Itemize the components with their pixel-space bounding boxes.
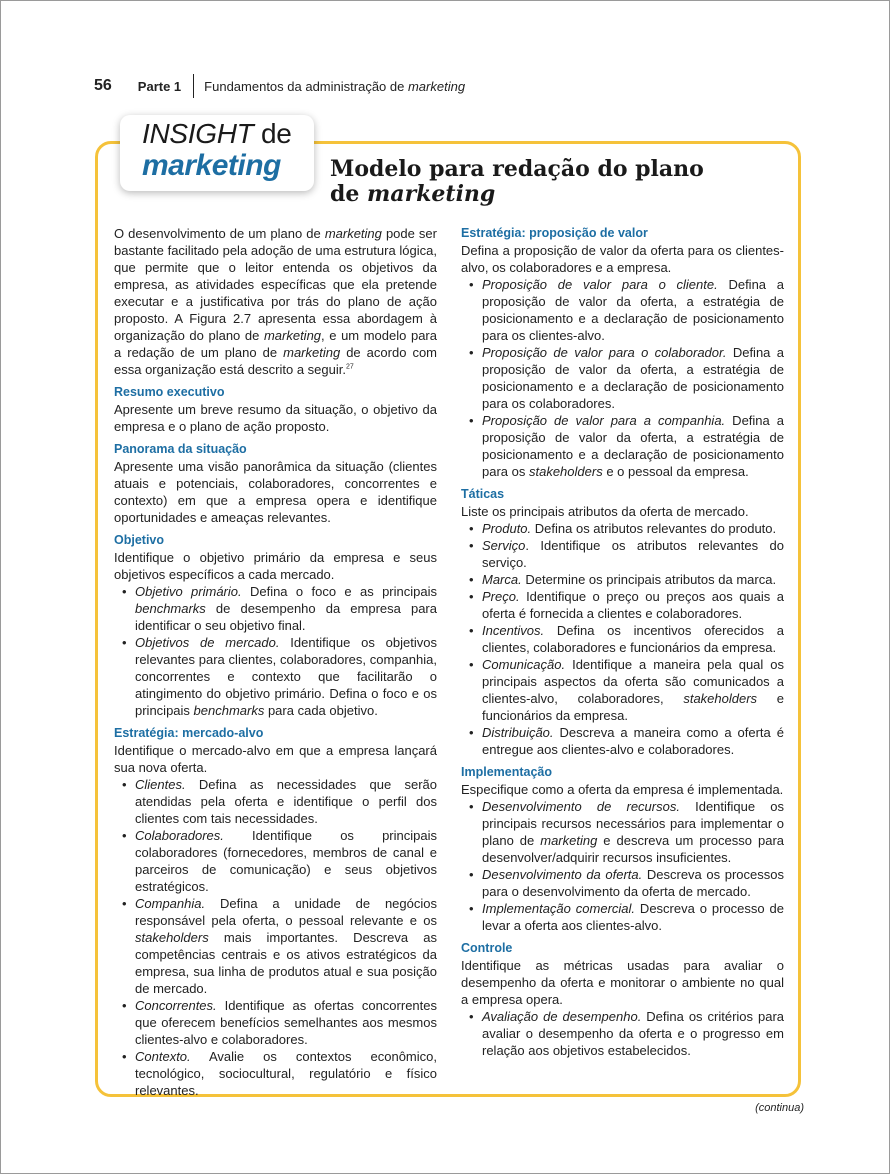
list-item: • Companhia. Defina a unidade de negócios responsável pela oferta, o pessoal relevante e os stakeholders mais importantes. Descreva as competências centrais e os ativos estratégicos da empresa, sua linha de produtos atual e sua posição de mercado. bbox=[114, 895, 437, 997]
list-item: • Produto. Defina os atributos relevantes do produto. bbox=[461, 520, 784, 537]
list-item: • Implementação comercial. Descreva o processo de levar a oferta aos clientes-alvo. bbox=[461, 900, 784, 934]
section-text: Identifique as métricas usadas para avaliar o desempenho da oferta e monitorar o ambiente no qual a empresa opera. bbox=[461, 958, 784, 1007]
section-panorama bbox=[114, 441, 437, 526]
list-item: • Incentivos. Defina os incentivos oferecidos a clientes, colaboradores e funcionários da empresa. bbox=[461, 622, 784, 656]
section-text: Apresente uma visão panorâmica da situação (clientes atuais e potenciais, colaboradores, concorrentes e contexto) em que a empresa opera e identifique oportunidades e ameaças relevantes. bbox=[114, 459, 437, 525]
section-resumo bbox=[114, 384, 437, 435]
insight-badge bbox=[120, 115, 314, 191]
section-text: Identifique o objetivo primário da empresa e seus objetivos específicos a cada mercado. bbox=[114, 550, 437, 582]
footnote-marker: 27 bbox=[345, 363, 354, 371]
section-heading: Implementação bbox=[461, 765, 553, 779]
section-heading: Resumo executivo bbox=[114, 385, 225, 399]
list-item: • Proposição de valor para o cliente. Defina a proposição de valor da oferta, a estratégia de posicionamento e a declaração de posicionamento para os clientes-alvo. bbox=[461, 276, 784, 344]
section-heading: Estratégia: proposição de valor bbox=[461, 226, 648, 240]
section-objetivo bbox=[114, 532, 437, 719]
section-heading: Táticas bbox=[461, 487, 505, 501]
bullet-list bbox=[461, 798, 784, 934]
continued-note: (continua) bbox=[755, 1102, 804, 1114]
list-item: • Proposição de valor para a companhia. Defina a proposição de valor da oferta, a estratégia de posicionamento e a declaração de posicionamento para os stakeholders e o pessoal da empresa. bbox=[461, 412, 784, 480]
list-item: • Serviço. Identifique os atributos relevantes do serviço. bbox=[461, 537, 784, 571]
list-item: • Desenvolvimento de recursos. Identifique os principais recursos necessários para implementar o plano de marketing e descreva um processo para desenvolver/adquirir recursos insuficientes. bbox=[461, 798, 784, 866]
badge-line-2: marketing bbox=[142, 149, 281, 182]
list-item: • Distribuição. Descreva a maneira como a oferta é entregue aos clientes-alvo e colaboradores. bbox=[461, 724, 784, 758]
badge-line-1: INSIGHT de bbox=[142, 118, 292, 149]
page-number: 56 bbox=[94, 77, 112, 94]
header-divider bbox=[193, 74, 194, 98]
bullet-list bbox=[461, 276, 784, 480]
right-column bbox=[461, 225, 784, 1059]
bullet-list bbox=[114, 776, 437, 1099]
list-item: • Objetivo primário. Defina o foco e as principais benchmarks de desempenho da empresa para identificar o seu objetivo final. bbox=[114, 583, 437, 634]
list-item: • Proposição de valor para o colaborador. Defina a proposição de valor da oferta, a estratégia de posicionamento e a declaração de posicionamento para os colaboradores. bbox=[461, 344, 784, 412]
section-heading: Panorama da situação bbox=[114, 442, 247, 456]
chapter-title: Fundamentos da administração de marketing bbox=[204, 78, 466, 94]
section-heading: Objetivo bbox=[114, 533, 165, 547]
bullet-list bbox=[114, 583, 437, 719]
list-item: • Desenvolvimento da oferta. Descreva os processos para o desenvolvimento da oferta de mercado. bbox=[461, 866, 784, 900]
part-label: Parte 1 bbox=[137, 78, 182, 94]
bullet-list bbox=[461, 1008, 784, 1059]
list-item: • Concorrentes. Identifique as ofertas concorrentes que oferecem benefícios semelhantes aos mesmos clientes-alvo e colaboradores. bbox=[114, 997, 437, 1048]
intro-paragraph: O desenvolvimento de um plano de marketing pode ser bastante facilitado pela adoção de uma estrutura lógica, que permite que o leitor entenda os objetivos da empresa, as atividades específicas que ela pretende executar e a justificativa por trás do plano de ação proposto. A Figura 2.7 apresenta essa abordagem à organização do plano de marketing, e um modelo para a redação de um plano de marketing de acordo com essa organização está descrito a seguir.$^{27}$ bbox=[114, 226, 438, 377]
section-controle bbox=[461, 940, 784, 1059]
running-header bbox=[94, 74, 465, 98]
section-text: Apresente um breve resumo da situação, o objetivo da empresa e o plano de ação proposto. bbox=[114, 402, 437, 434]
section-implementacao bbox=[461, 764, 784, 934]
list-item: • Objetivos de mercado. Identifique os objetivos relevantes para clientes, colaboradores, companhia, concorrentes e contexto que facilitarão o atingimento do objetivo primário. Defina o foco e os principais benchmarks para cada objetivo. bbox=[114, 634, 437, 719]
list-item: • Marca. Determine os principais atributos da marca. bbox=[461, 571, 784, 588]
list-item: • Contexto. Avalie os contextos econômico, tecnológico, sociocultural, regulatório e físico relevantes. bbox=[114, 1048, 437, 1099]
section-proposicao bbox=[461, 225, 784, 480]
left-column bbox=[114, 225, 437, 1099]
list-item: • Preço. Identifique o preço ou preços aos quais a oferta é fornecida a clientes e colaboradores. bbox=[461, 588, 784, 622]
section-taticas bbox=[461, 486, 784, 758]
bullet-list bbox=[461, 520, 784, 758]
section-text: Liste os principais atributos da oferta de mercado. bbox=[461, 504, 749, 519]
section-text: Especifique como a oferta da empresa é implementada. bbox=[461, 782, 784, 797]
section-heading: Controle bbox=[461, 941, 513, 955]
section-text: Defina a proposição de valor da oferta para os clientes-alvo, os colaboradores e a empresa. bbox=[461, 243, 784, 275]
box-title: Modelo para redação do plano de marketing bbox=[330, 156, 704, 207]
section-heading: Estratégia: mercado-alvo bbox=[114, 726, 264, 740]
list-item: • Colaboradores. Identifique os principais colaboradores (fornecedores, membros de canal e parceiros de comunicação) e seus objetivos estratégicos. bbox=[114, 827, 437, 895]
section-text: Identifique o mercado-alvo em que a empresa lançará sua nova oferta. bbox=[114, 743, 437, 775]
section-mercado-alvo bbox=[114, 725, 437, 1099]
list-item: • Avaliação de desempenho. Defina os critérios para avaliar o desempenho da oferta e o progresso em relação aos objetivos estabelecidos. bbox=[461, 1008, 784, 1059]
list-item: • Clientes. Defina as necessidades que serão atendidas pela oferta e identifique o perfil dos clientes com tais necessidades. bbox=[114, 776, 437, 827]
list-item: • Comunicação. Identifique a maneira pela qual os principais aspectos da oferta são comunicados a clientes-alvo, colaboradores, stakeholders e funcionários da empresa. bbox=[461, 656, 784, 724]
